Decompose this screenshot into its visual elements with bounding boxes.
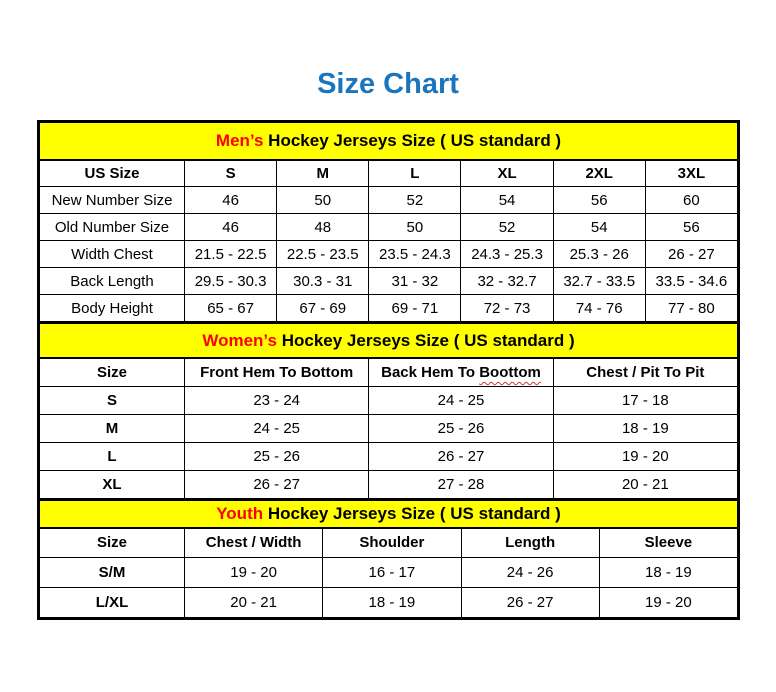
table-row [40,268,738,295]
table-cell: 19 - 20 [599,588,737,618]
table-cell: 26 - 27 [369,442,553,470]
mens-banner-row [40,123,738,160]
table-cell: 25 - 26 [185,442,369,470]
row-label: S [40,386,185,414]
youth-header-row [40,528,738,558]
table-cell: 29.5 - 30.3 [185,268,277,295]
table-row [40,414,738,442]
table-cell: 52 [461,214,553,241]
youth-heading-accent: Youth [216,503,264,523]
row-label: Body Height [40,295,185,322]
column-header: M [277,160,369,187]
table-cell: 18 - 19 [323,588,461,618]
table-cell: 18 - 19 [553,414,737,442]
table-cell: 20 - 21 [185,588,323,618]
size-chart [37,120,740,620]
table-cell: 32.7 - 33.5 [553,268,645,295]
mens-section-heading: Men’s Hockey Jerseys Size ( US standard ) [40,123,738,160]
table-cell: 46 [185,187,277,214]
page-title: Size Chart [317,68,459,100]
column-header: 3XL [645,160,737,187]
table-cell: 56 [645,214,737,241]
youth-size-table [39,499,738,619]
table-row [40,470,738,498]
table-cell: 56 [553,187,645,214]
table-cell: 26 - 27 [645,241,737,268]
table-cell: 24 - 26 [461,558,599,588]
table-cell: 60 [645,187,737,214]
table-row [40,295,738,322]
mens-size-table [39,122,738,322]
table-cell: 48 [277,214,369,241]
column-header: Size [40,358,185,386]
womens-header-row [40,358,738,386]
row-label: New Number Size [40,187,185,214]
column-header: Front Hem To Bottom [185,358,369,386]
table-cell: 26 - 27 [461,588,599,618]
womens-size-table [39,322,738,499]
table-cell: 21.5 - 22.5 [185,241,277,268]
table-cell: 69 - 71 [369,295,461,322]
womens-banner-row [40,323,738,358]
table-cell: 32 - 32.7 [461,268,553,295]
table-cell: 23 - 24 [185,386,369,414]
column-header: Chest / Pit To Pit [553,358,737,386]
table-row [40,187,738,214]
table-row [40,588,738,618]
table-row [40,241,738,268]
table-cell: 74 - 76 [553,295,645,322]
row-label: Old Number Size [40,214,185,241]
table-cell: 54 [461,187,553,214]
row-label: L/XL [40,588,185,618]
table-cell: 25.3 - 26 [553,241,645,268]
column-header: 2XL [553,160,645,187]
table-row [40,442,738,470]
mens-heading-accent: Men’s [215,130,264,150]
table-row [40,386,738,414]
table-cell: 54 [553,214,645,241]
table-cell: 20 - 21 [553,470,737,498]
table-cell: 25 - 26 [369,414,553,442]
womens-heading-accent: Women’s [202,330,277,350]
table-cell: 27 - 28 [369,470,553,498]
table-cell: 18 - 19 [599,558,737,588]
table-cell: 77 - 80 [645,295,737,322]
table-row [40,558,738,588]
column-header: L [369,160,461,187]
table-cell: 52 [369,187,461,214]
table-row [40,214,738,241]
row-label: XL [40,470,185,498]
mens-header-row [40,160,738,187]
row-label: M [40,414,185,442]
column-header: S [185,160,277,187]
table-cell: 22.5 - 23.5 [277,241,369,268]
table-cell: 65 - 67 [185,295,277,322]
table-cell: 19 - 20 [553,442,737,470]
column-header: Size [40,528,185,558]
table-cell: 24 - 25 [369,386,553,414]
table-cell: 24.3 - 25.3 [461,241,553,268]
table-cell: 16 - 17 [323,558,461,588]
table-cell: 67 - 69 [277,295,369,322]
row-label: Back Length [40,268,185,295]
table-cell: 23.5 - 24.3 [369,241,461,268]
row-label: S/M [40,558,185,588]
column-header: XL [461,160,553,187]
column-header: Chest / Width [185,528,323,558]
table-cell: 24 - 25 [185,414,369,442]
misspelled-word: Boottom [479,363,541,381]
table-cell: 19 - 20 [185,558,323,588]
column-header: Length [461,528,599,558]
column-header: Sleeve [599,528,737,558]
table-cell: 50 [369,214,461,241]
table-cell: 31 - 32 [369,268,461,295]
column-header: US Size [40,160,185,187]
column-header: Back Hem To Boottom [369,358,553,386]
table-cell: 26 - 27 [185,470,369,498]
row-label: L [40,442,185,470]
youth-banner-row [40,500,738,528]
youth-section-heading: Youth Hockey Jerseys Size ( US standard ) [40,500,738,528]
table-cell: 17 - 18 [553,386,737,414]
table-cell: 72 - 73 [461,295,553,322]
column-header: Shoulder [323,528,461,558]
row-label: Width Chest [40,241,185,268]
table-cell: 33.5 - 34.6 [645,268,737,295]
table-cell: 46 [185,214,277,241]
table-cell: 30.3 - 31 [277,268,369,295]
womens-section-heading: Women’s Hockey Jerseys Size ( US standard ) [40,323,738,358]
table-cell: 50 [277,187,369,214]
